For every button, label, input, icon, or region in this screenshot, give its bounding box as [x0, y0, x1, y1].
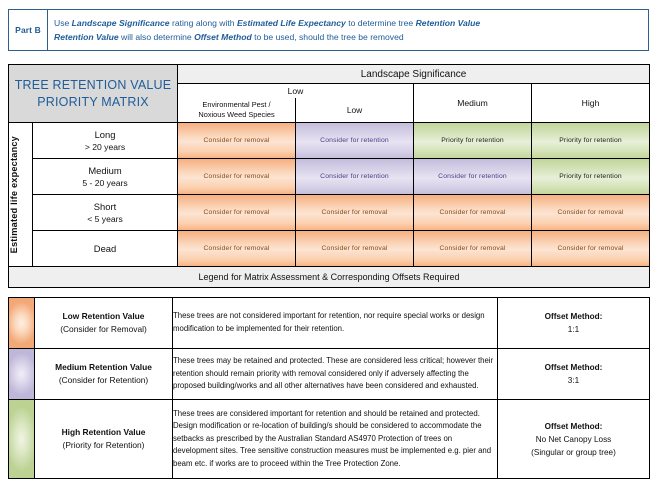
- col-header-low: Low: [296, 98, 414, 123]
- matrix-cell-medium-medium: Consider for retention: [414, 159, 532, 195]
- legend-row-high: [9, 400, 650, 479]
- col-env-line-2: Noxious Weed Species: [198, 110, 275, 119]
- part-b-banner: [8, 9, 649, 51]
- legend-description-high: These trees are considered important for retention and should be retained and protected. Design modification or re-location of building/s should be considered to accommodate the setbacks as prescribed by the Australian Standard AS4970 Protection of trees on development sites. Tree sensitive construction measures must be implemented e.g. pier and beam etc. if works are to proceed within the Tree Protection Zone.: [173, 400, 498, 479]
- matrix-cell-short-high: Consider for removal: [532, 195, 650, 231]
- col-header-medium: Medium: [414, 84, 532, 123]
- orange-swatch: [9, 298, 34, 348]
- row-label-medium-sub: 5 - 20 years: [82, 177, 128, 188]
- col-header-high: High: [532, 84, 650, 123]
- legend-name-high: [35, 400, 173, 479]
- matrix-cell-dead-medium: Consider for removal: [414, 231, 532, 267]
- row-axis-label-text: Estimated life expectancy: [9, 135, 19, 254]
- legend-name-low: [35, 298, 173, 349]
- pb-l1-pre: Use: [54, 18, 72, 28]
- row-label-medium-name: Medium: [88, 164, 122, 176]
- row-axis-label: [9, 123, 33, 267]
- legend-row-low: [9, 298, 650, 349]
- matrix-cell-long-high: Priority for retention: [532, 123, 650, 159]
- legend-description-medium: These trees may be retained and protected. These are considered less critical; however their retention should remain priority with removal considered only if adversely affecting the proposed building/works and all other alternatives have been considered and exhausted.: [173, 349, 498, 400]
- matrix-header-row-1: [9, 65, 650, 84]
- pb-l1-em1: Landscape Significance: [71, 18, 170, 28]
- matrix-cell-short-envpest: Consider for removal: [178, 195, 296, 231]
- col-env-line-1: Environmental Pest /: [202, 100, 271, 109]
- matrix-row-short: [9, 195, 650, 231]
- legend-offset-value-low: 1:1: [567, 325, 580, 334]
- part-b-text: [48, 10, 648, 50]
- legend-swatch-medium: [9, 349, 35, 400]
- matrix-cell-medium-low: Consider for retention: [296, 159, 414, 195]
- matrix-title-line-2: PRIORITY MATRIX: [37, 94, 149, 109]
- pb-l1-em2: Estimated Life Expectancy: [236, 18, 346, 28]
- legend-offset-note-high: (Singular or group tree): [531, 447, 616, 457]
- matrix-cell-long-medium: Priority for retention: [414, 123, 532, 159]
- pb-l1-mid1: rating along with: [169, 18, 237, 28]
- legend-description-low: These trees are not considered important for retention, nor require special works or design modification to be implemented for their retention.: [173, 298, 498, 349]
- row-label-long-name: Long: [94, 128, 116, 140]
- matrix-row-dead: [9, 231, 650, 267]
- matrix-cell-medium-envpest: Consider for removal: [178, 159, 296, 195]
- pb-l1-em3: Retention Value: [415, 18, 481, 28]
- legend-table: [8, 297, 650, 479]
- matrix-cell-dead-low: Consider for removal: [296, 231, 414, 267]
- matrix-cell-medium-high: Priority for retention: [532, 159, 650, 195]
- matrix-cell-dead-envpest: Consider for removal: [178, 231, 296, 267]
- col-group-low: Low: [178, 84, 414, 99]
- row-label-short: [33, 195, 178, 231]
- legend-swatch-high: [9, 400, 35, 479]
- matrix-cell-long-low: Consider for retention: [296, 123, 414, 159]
- legend-title-low: Low Retention Value: [62, 311, 145, 321]
- matrix-cell-dead-high: Consider for removal: [532, 231, 650, 267]
- part-b-line-2: [54, 30, 642, 44]
- row-label-dead: [33, 231, 178, 267]
- legend-offset-title-high: Offset Method:: [544, 421, 603, 431]
- row-label-long-sub: > 20 years: [84, 141, 126, 152]
- legend-offset-value-medium: 3:1: [567, 376, 580, 385]
- landscape-significance-header: Landscape Significance: [178, 65, 650, 84]
- legend-subtitle-medium: (Consider for Retention): [58, 375, 149, 385]
- matrix-title-line-1: TREE RETENTION VALUE: [14, 77, 172, 92]
- legend-subtitle-low: (Consider for Removal): [60, 324, 147, 334]
- green-swatch: [9, 400, 34, 478]
- legend-offset-title-medium: Offset Method:: [544, 363, 603, 372]
- row-label-dead-name: Dead: [93, 243, 117, 254]
- legend-row-medium: [9, 349, 650, 400]
- pb-l2-mid1: will also determine: [118, 32, 195, 42]
- matrix-title: [9, 65, 178, 123]
- pb-l2-post: to be used, should the tree be removed: [251, 32, 404, 42]
- legend-title-high: High Retention Value: [61, 427, 146, 437]
- matrix-cell-short-low: Consider for removal: [296, 195, 414, 231]
- matrix-cell-long-envpest: Consider for removal: [178, 123, 296, 159]
- row-label-medium: [33, 159, 178, 195]
- legend-offset-medium: [498, 349, 650, 400]
- row-label-short-sub: < 5 years: [87, 213, 123, 224]
- legend-offset-value-high: No Net Canopy Loss: [535, 434, 612, 444]
- col-header-environmental-pest: [178, 98, 296, 123]
- part-b-label: Part B: [9, 10, 48, 50]
- matrix-row-long: [9, 123, 650, 159]
- row-label-long: [33, 123, 178, 159]
- retention-value-matrix: [8, 64, 650, 288]
- matrix-row-medium: [9, 159, 650, 195]
- legend-offset-low: [498, 298, 650, 349]
- purple-swatch: [9, 349, 34, 399]
- matrix-legend-header-row: [9, 267, 650, 288]
- part-b-line-1: [54, 16, 642, 30]
- matrix-cell-short-medium: Consider for removal: [414, 195, 532, 231]
- legend-offset-high: [498, 400, 650, 479]
- pb-l1-mid2: to determine tree: [345, 18, 416, 28]
- legend-subtitle-high: (Priority for Retention): [62, 440, 145, 450]
- legend-swatch-low: [9, 298, 35, 349]
- legend-header: Legend for Matrix Assessment & Corresponding Offsets Required: [9, 267, 650, 288]
- row-label-short-name: Short: [93, 200, 117, 212]
- legend-offset-title-low: Offset Method:: [544, 312, 603, 321]
- pb-l2-em1: Retention Value: [54, 32, 119, 42]
- legend-name-medium: [35, 349, 173, 400]
- pb-l2-em2: Offset Method: [194, 32, 252, 42]
- legend-title-medium: Medium Retention Value: [55, 362, 152, 372]
